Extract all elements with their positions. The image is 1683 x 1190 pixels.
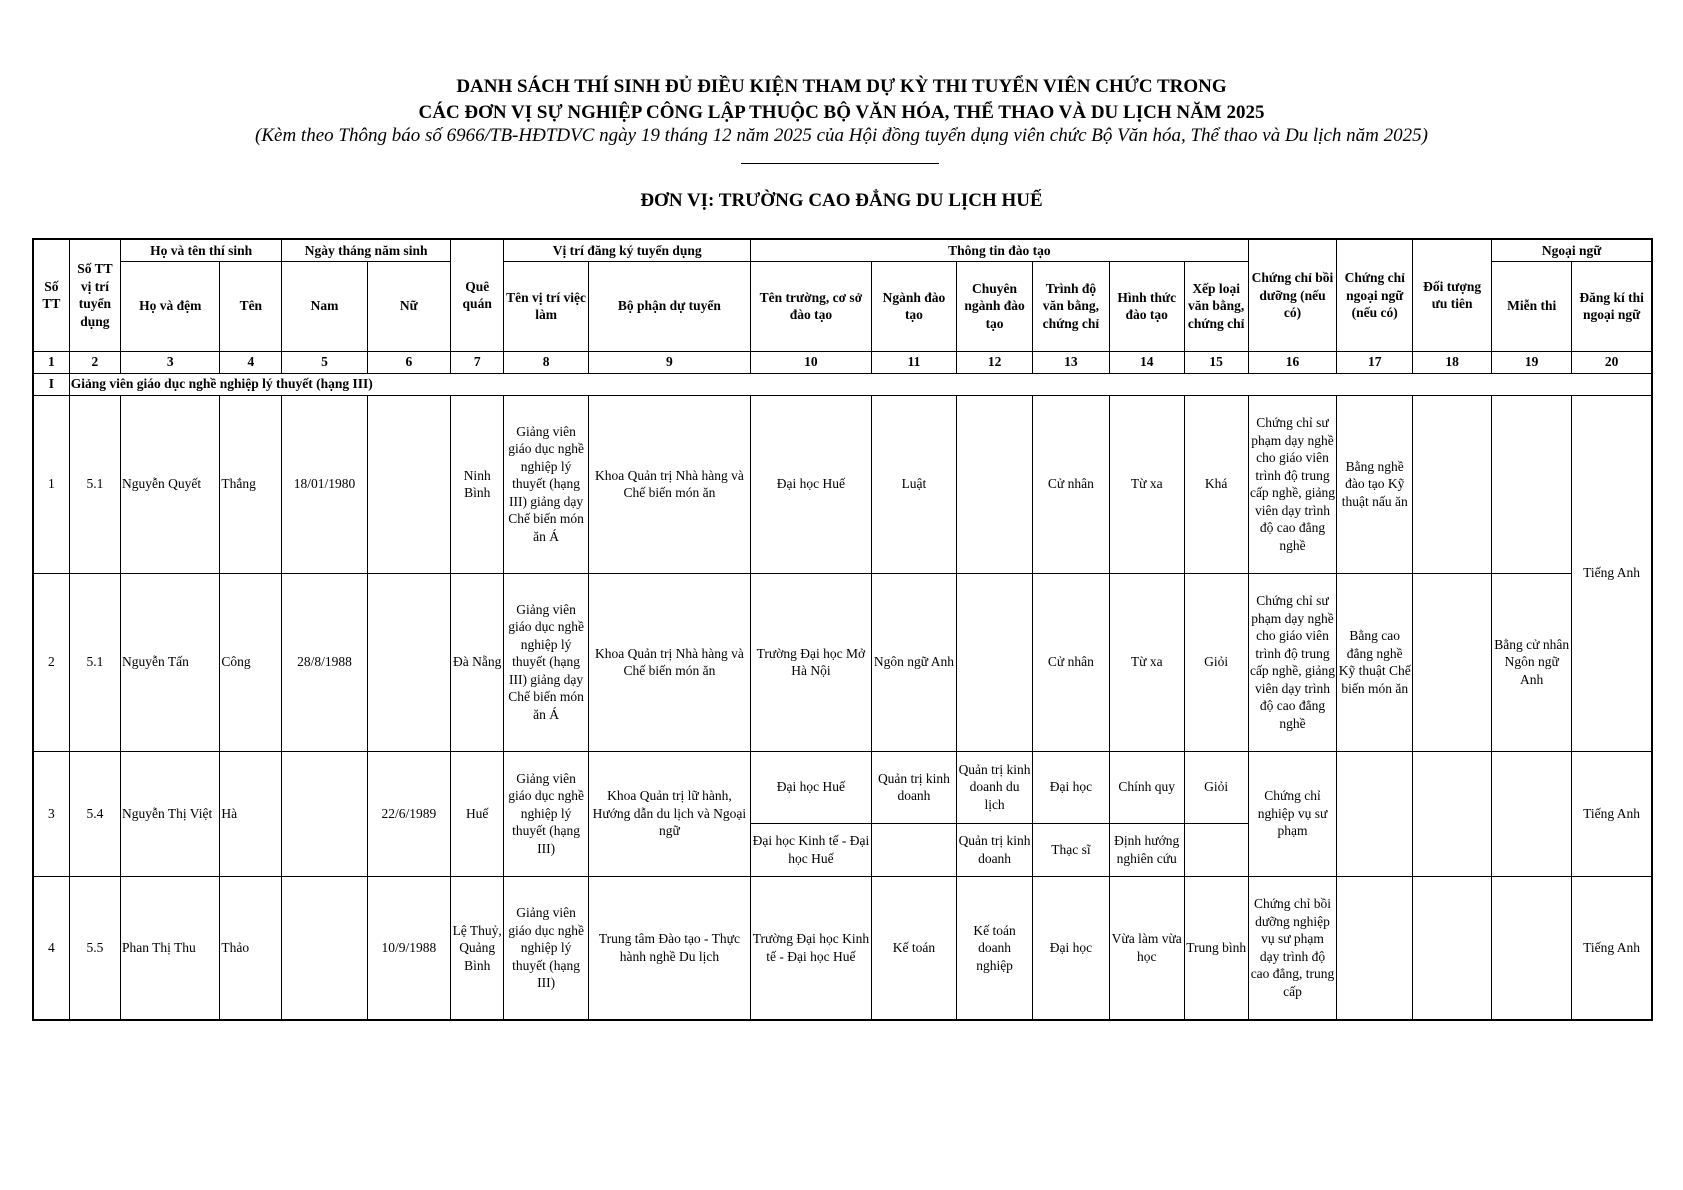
- col-number: 3: [121, 351, 220, 373]
- col-mienthi: Miễn thi: [1492, 261, 1572, 351]
- col-number: 16: [1248, 351, 1337, 373]
- col-number: 12: [957, 351, 1033, 373]
- cell-nganh: Luật: [871, 395, 956, 573]
- cell-trinhdo: Đại học: [1032, 751, 1109, 823]
- cell-boiduong: Chứng chỉ bồi dưỡng nghiệp vụ sư phạm dạy trình độ cao đẳng, trung cấp: [1248, 876, 1337, 1020]
- cell-truong: Trường Đại học Mở Hà Nội: [751, 573, 872, 751]
- col-hinhthuc: Hình thức đào tạo: [1109, 261, 1184, 351]
- col-number: 11: [871, 351, 956, 373]
- cell-hinhthuc: Chính quy: [1109, 751, 1184, 823]
- cell-chuyennganh: [957, 395, 1033, 573]
- col-number: 5: [282, 351, 367, 373]
- cell-trinhdo-2: Thạc sĩ: [1032, 823, 1109, 876]
- col-vitri-stt: Số TT vị trí tuyển dụng: [69, 239, 120, 351]
- col-number: 20: [1572, 351, 1652, 373]
- col-group-hoten: Họ và tên thí sinh: [121, 239, 282, 261]
- cell-quequan: Huế: [451, 751, 504, 876]
- unit-title: ĐƠN VỊ: TRƯỜNG CAO ĐẲNG DU LỊCH HUẾ: [640, 190, 1043, 211]
- col-number: 2: [69, 351, 120, 373]
- cell-nu: [367, 395, 450, 573]
- cell-boiduong: Chứng chỉ sư phạm dạy nghề cho giáo viên trình độ trung cấp nghề, giảng viên dạy trình độ cao đẳng nghề: [1248, 573, 1337, 751]
- cell-hinhthuc-2: Định hướng nghiên cứu: [1109, 823, 1184, 876]
- cell-truong-2: Đại học Kinh tế - Đại học Huế: [751, 823, 872, 876]
- cell-stt: 4: [33, 876, 69, 1020]
- cell-bophan: Khoa Quản trị Nhà hàng và Chế biến món ăn: [588, 395, 750, 573]
- cell-nu: 22/6/1989: [367, 751, 450, 876]
- col-bophan: Bộ phận dự tuyển: [588, 261, 750, 351]
- col-number: 6: [367, 351, 450, 373]
- table-row: [33, 751, 1652, 823]
- cell-vitri-stt: 5.1: [69, 395, 120, 573]
- cell-trinhdo: Cử nhân: [1032, 395, 1109, 573]
- cell-boiduong: Chứng chỉ nghiệp vụ sư phạm: [1248, 751, 1337, 876]
- cell-vitri-stt: 5.5: [69, 876, 120, 1020]
- cell-truong: Đại học Huế: [751, 395, 872, 573]
- cell-xeploai: Khá: [1184, 395, 1248, 573]
- cell-hodem: Nguyễn Tấn: [121, 573, 220, 751]
- cell-nganh: Kế toán: [871, 876, 956, 1020]
- col-number: 9: [588, 351, 750, 373]
- cell-bophan: Trung tâm Đào tạo - Thực hành nghề Du lịch: [588, 876, 750, 1020]
- cell-uutien: [1413, 395, 1492, 573]
- cell-nam: 28/8/1988: [282, 573, 367, 751]
- col-trinhdo: Trình độ văn bằng, chứng chỉ: [1032, 261, 1109, 351]
- document-subtitle: (Kèm theo Thông báo số 6966/TB-HĐTDVC ngày 19 tháng 12 năm 2025 của Hội đồng tuyển dụng viên chức Bộ Văn hóa, Thể thao và Du lịch năm 2025): [255, 125, 1428, 146]
- cell-mienthi: [1492, 395, 1572, 573]
- col-xeploai: Xếp loại văn bằng, chứng chỉ: [1184, 261, 1248, 351]
- cell-chuyennganh-2: Quản trị kinh doanh: [957, 823, 1033, 876]
- cell-stt: 1: [33, 395, 69, 573]
- cell-nam: [282, 751, 367, 876]
- col-tenvitri: Tên vị trí việc làm: [504, 261, 588, 351]
- col-number: 4: [220, 351, 282, 373]
- cell-vitri-stt: 5.1: [69, 573, 120, 751]
- cell-hodem: Nguyễn Thị Việt: [121, 751, 220, 876]
- col-number: 7: [451, 351, 504, 373]
- cell-dangki: Tiếng Anh: [1572, 751, 1652, 876]
- cell-nam: 18/01/1980: [282, 395, 367, 573]
- col-number: 17: [1337, 351, 1413, 373]
- cell-xeploai: Giỏi: [1184, 751, 1248, 823]
- cell-ngoaingu-cc: Bằng nghề đào tạo Kỹ thuật nấu ăn: [1337, 395, 1413, 573]
- table-row: [33, 395, 1652, 573]
- cell-chuyennganh: [957, 573, 1033, 751]
- col-quequan: Quê quán: [451, 239, 504, 351]
- cell-mienthi: Bằng cử nhân Ngôn ngữ Anh: [1492, 573, 1572, 751]
- cell-uutien: [1413, 876, 1492, 1020]
- cell-tenvitri: Giảng viên giáo dục nghề nghiệp lý thuyết (hạng III): [504, 751, 588, 876]
- cell-stt: 2: [33, 573, 69, 751]
- cell-xeploai: Giỏi: [1184, 573, 1248, 751]
- col-uutien: Đối tượng ưu tiên: [1413, 239, 1492, 351]
- cell-boiduong: Chứng chỉ sư phạm dạy nghề cho giáo viên trình độ trung cấp nghề, giảng viên dạy trình độ cao đẳng nghề: [1248, 395, 1337, 573]
- cell-tenvitri: Giảng viên giáo dục nghề nghiệp lý thuyết (hạng III) giảng dạy Chế biến món ăn Á: [504, 573, 588, 751]
- cell-hinhthuc: Vừa làm vừa học: [1109, 876, 1184, 1020]
- col-nganh: Ngành đào tạo: [871, 261, 956, 351]
- cell-xeploai-2: [1184, 823, 1248, 876]
- cell-uutien: [1413, 751, 1492, 876]
- cell-hinhthuc: Từ xa: [1109, 573, 1184, 751]
- cell-dangki: Tiếng Anh: [1572, 876, 1652, 1020]
- col-dangki: Đăng kí thi ngoại ngữ: [1572, 261, 1652, 351]
- column-number-row: [33, 351, 1652, 373]
- col-number: 13: [1032, 351, 1109, 373]
- cell-bophan: Khoa Quản trị lữ hành, Hướng dẫn du lịch và Ngoại ngữ: [588, 751, 750, 876]
- col-number: 10: [751, 351, 872, 373]
- cell-nganh-2: [871, 823, 956, 876]
- col-number: 19: [1492, 351, 1572, 373]
- cell-nu: [367, 573, 450, 751]
- col-boiduong: Chứng chỉ bồi dưỡng (nếu có): [1248, 239, 1337, 351]
- cell-vitri-stt: 5.4: [69, 751, 120, 876]
- col-number: 18: [1413, 351, 1492, 373]
- cell-nganh: Quản trị kinh doanh: [871, 751, 956, 823]
- cell-uutien: [1413, 573, 1492, 751]
- cell-truong: Trường Đại học Kinh tế - Đại học Huế: [751, 876, 872, 1020]
- cell-chuyennganh: Quản trị kinh doanh du lịch: [957, 751, 1033, 823]
- cell-nu: 10/9/1988: [367, 876, 450, 1020]
- col-chuyennganh: Chuyên ngành đào tạo: [957, 261, 1033, 351]
- title-divider: [741, 163, 939, 164]
- candidate-table: [32, 238, 1653, 1021]
- cell-ten: Công: [220, 573, 282, 751]
- col-hodem: Họ và đệm: [121, 261, 220, 351]
- cell-ten: Hà: [220, 751, 282, 876]
- cell-quequan: Đà Nẵng: [451, 573, 504, 751]
- cell-ngoaingu-cc: Bằng cao đẳng nghề Kỹ thuật Chế biến món ăn: [1337, 573, 1413, 751]
- col-number: 1: [33, 351, 69, 373]
- cell-nam: [282, 876, 367, 1020]
- cell-quequan: Ninh Bình: [451, 395, 504, 573]
- cell-tenvitri: Giảng viên giáo dục nghề nghiệp lý thuyết (hạng III): [504, 876, 588, 1020]
- cell-chuyennganh: Kế toán doanh nghiệp: [957, 876, 1033, 1020]
- title-line-2: CÁC ĐƠN VỊ SỰ NGHIỆP CÔNG LẬP THUỘC BỘ VĂN HÓA, THỂ THAO VÀ DU LỊCH NĂM 2025: [418, 102, 1265, 123]
- cell-nganh: Ngôn ngữ Anh: [871, 573, 956, 751]
- table-row: [33, 876, 1652, 1020]
- cell-hodem: Nguyễn Quyết: [121, 395, 220, 573]
- cell-quequan: Lệ Thuỷ, Quảng Bình: [451, 876, 504, 1020]
- cell-tenvitri: Giảng viên giáo dục nghề nghiệp lý thuyết (hạng III) giảng dạy Chế biến món ăn Á: [504, 395, 588, 573]
- col-group-ngoaingu: Ngoại ngữ: [1492, 239, 1652, 261]
- col-ngoaingu-cc: Chứng chỉ ngoại ngữ (nếu có): [1337, 239, 1413, 351]
- title-line-1: DANH SÁCH THÍ SINH ĐỦ ĐIỀU KIỆN THAM DỰ KỲ THI TUYỂN VIÊN CHỨC TRONG: [456, 76, 1227, 97]
- col-nu: Nữ: [367, 261, 450, 351]
- cell-hinhthuc: Từ xa: [1109, 395, 1184, 573]
- col-group-ngaysinh: Ngày tháng năm sinh: [282, 239, 451, 261]
- section-number: I: [33, 373, 69, 395]
- col-truong: Tên trường, cơ sở đào tạo: [751, 261, 872, 351]
- section-row: [33, 373, 1652, 395]
- cell-truong: Đại học Huế: [751, 751, 872, 823]
- col-nam: Nam: [282, 261, 367, 351]
- col-ten: Tên: [220, 261, 282, 351]
- cell-dangki-merged: Tiếng Anh: [1572, 395, 1652, 751]
- cell-trinhdo: Cử nhân: [1032, 573, 1109, 751]
- col-group-vitri: Vị trí đăng ký tuyển dụng: [504, 239, 751, 261]
- cell-ngoaingu-cc: [1337, 751, 1413, 876]
- cell-ten: Thắng: [220, 395, 282, 573]
- col-number: 8: [504, 351, 588, 373]
- table-row: [33, 573, 1652, 751]
- cell-ten: Thảo: [220, 876, 282, 1020]
- col-number: 14: [1109, 351, 1184, 373]
- col-stt: Số TT: [33, 239, 69, 351]
- cell-xeploai: Trung bình: [1184, 876, 1248, 1020]
- col-group-daotao: Thông tin đào tạo: [751, 239, 1249, 261]
- cell-mienthi: [1492, 751, 1572, 876]
- document-title: [0, 74, 1683, 126]
- cell-ngoaingu-cc: [1337, 876, 1413, 1020]
- section-title: Giảng viên giáo dục nghề nghiệp lý thuyết (hạng III): [69, 373, 1652, 395]
- cell-trinhdo: Đại học: [1032, 876, 1109, 1020]
- cell-bophan: Khoa Quản trị Nhà hàng và Chế biến món ăn: [588, 573, 750, 751]
- cell-mienthi: [1492, 876, 1572, 1020]
- cell-hodem: Phan Thị Thu: [121, 876, 220, 1020]
- col-number: 15: [1184, 351, 1248, 373]
- cell-stt: 3: [33, 751, 69, 876]
